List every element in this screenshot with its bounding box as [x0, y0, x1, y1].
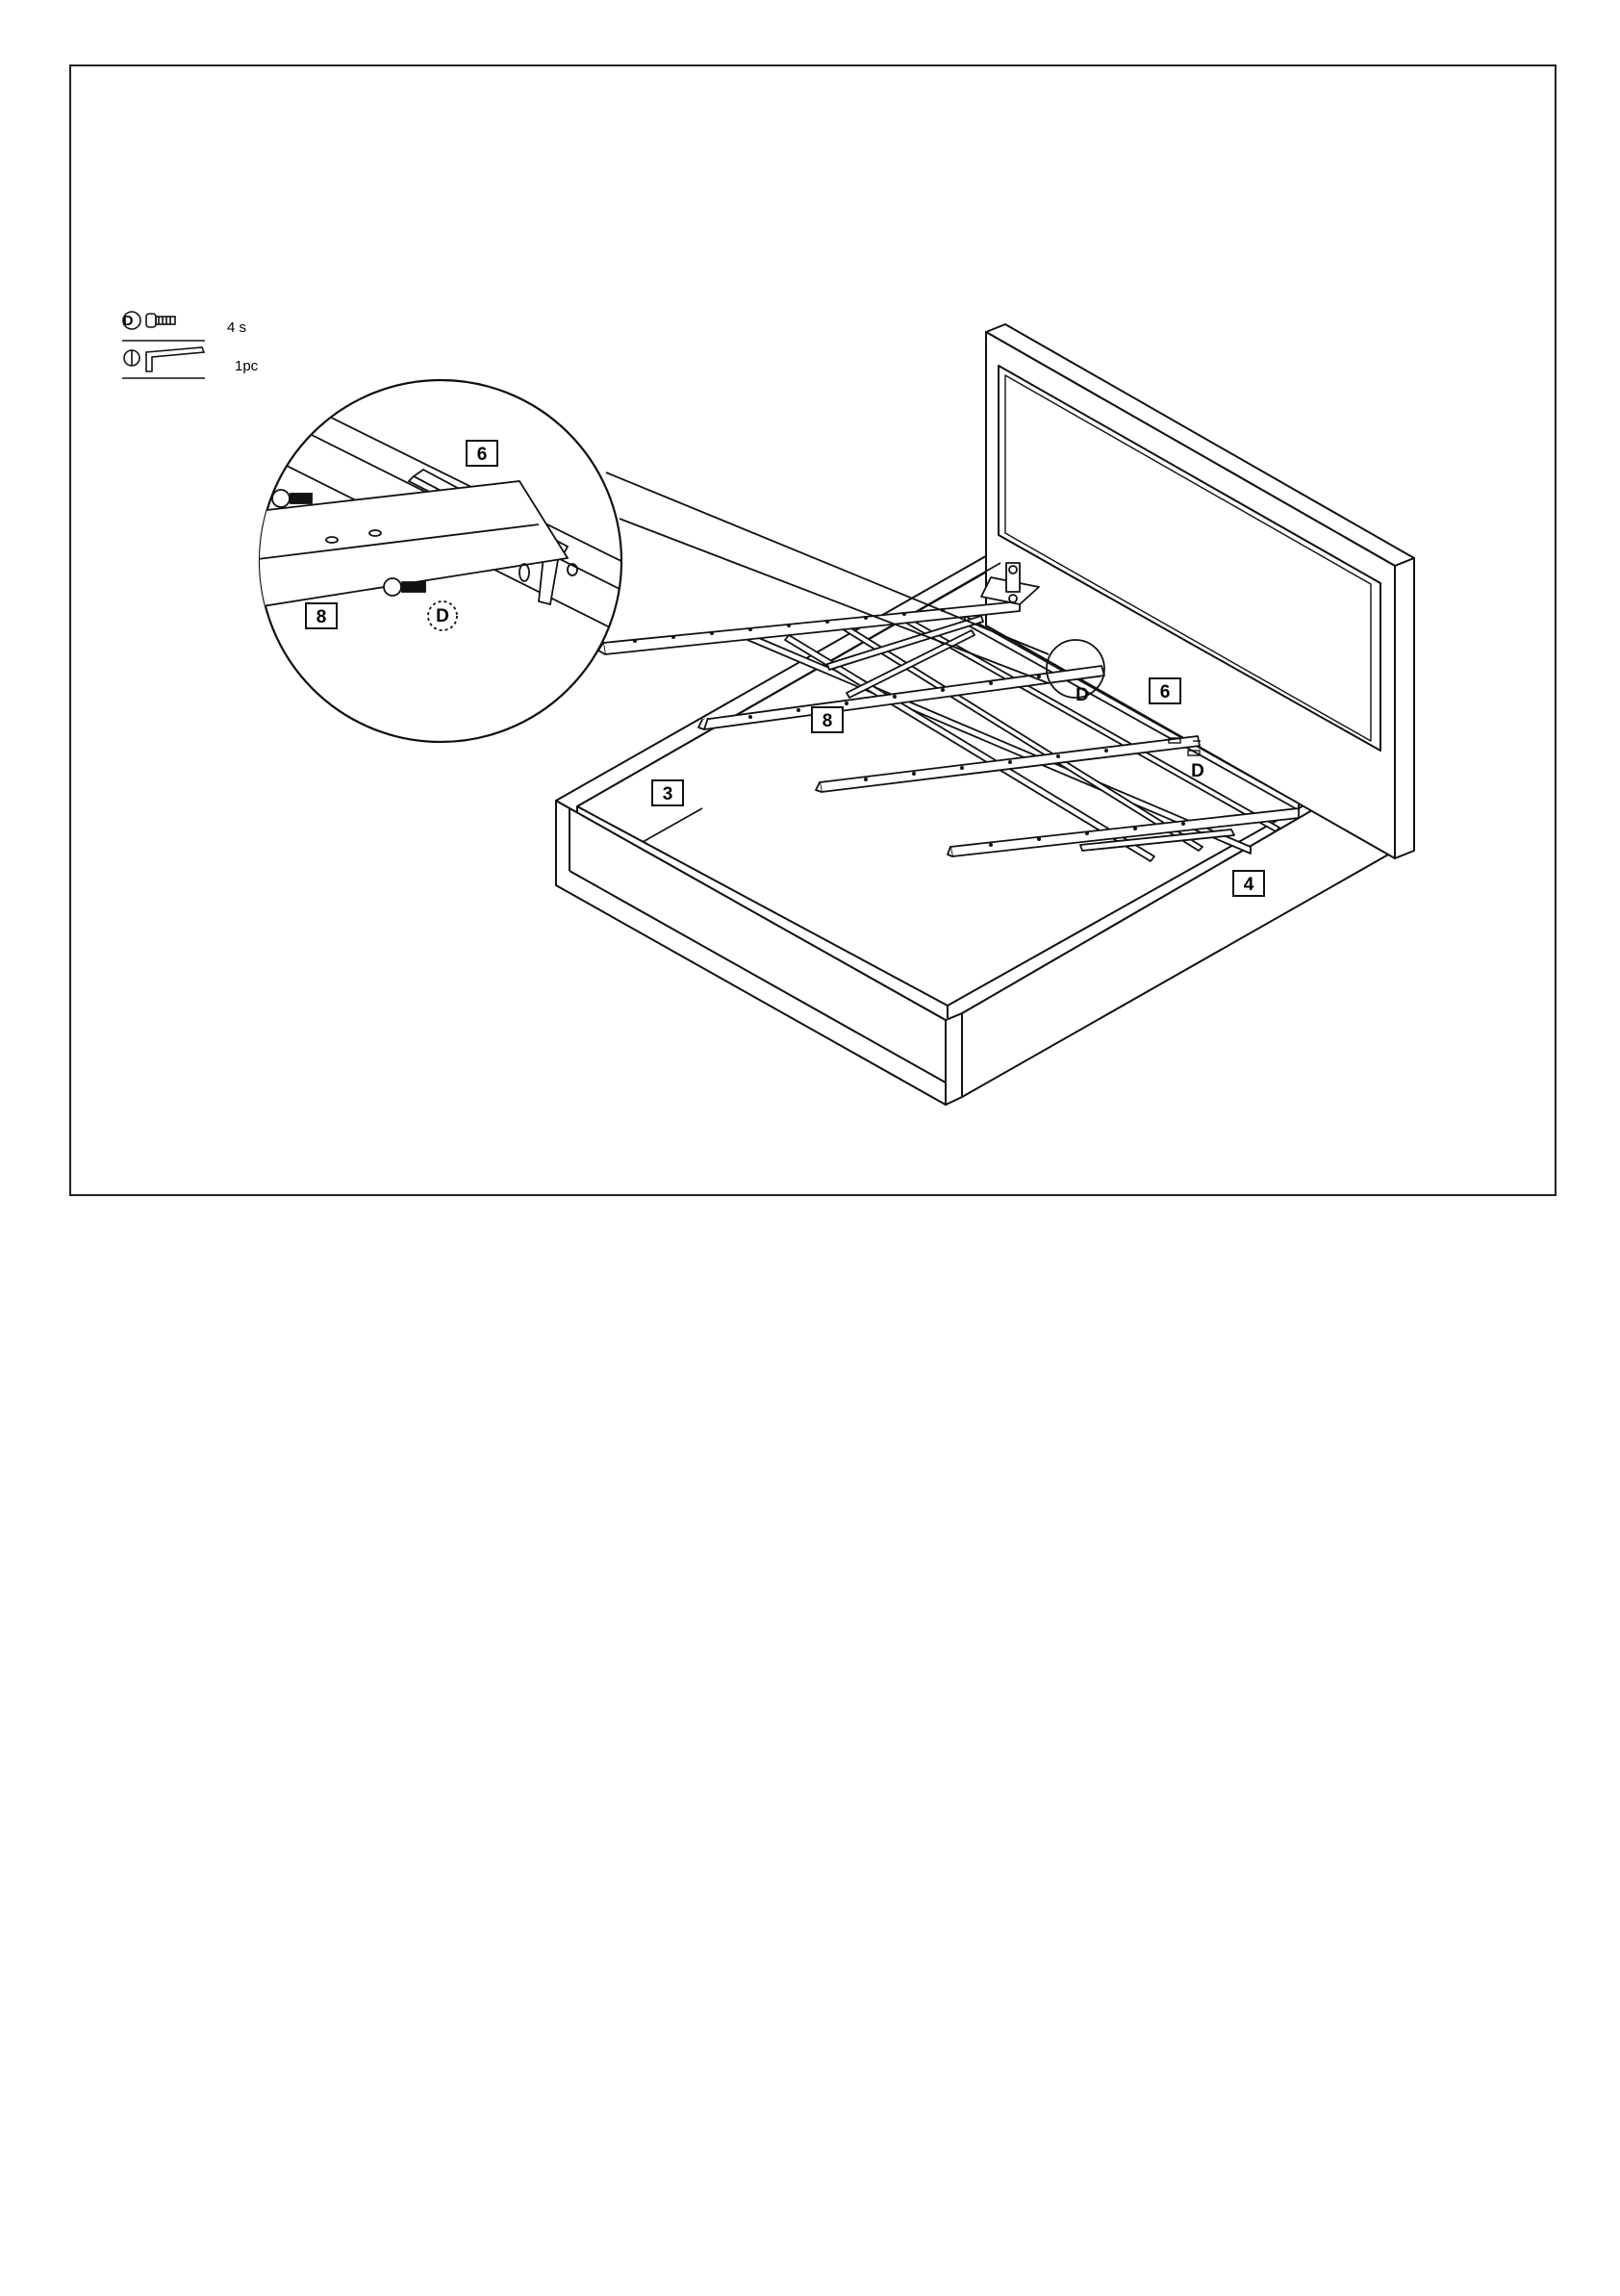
hardware-qty-key: 1pc [235, 358, 259, 374]
allen-key-icon [124, 347, 204, 371]
front-corner [946, 1013, 962, 1105]
hardware-list [122, 312, 205, 378]
svg-text:8: 8 [822, 711, 833, 731]
svg-text:3: 3 [662, 784, 673, 804]
hardware-letter: D [122, 313, 134, 329]
fastener-label-D-1: D [1076, 685, 1089, 705]
fastener-label-D-zoom: D [436, 606, 449, 626]
part-label-3 [652, 780, 683, 805]
svg-text:8: 8 [316, 607, 327, 627]
part-label-6 [1150, 678, 1180, 703]
part-label-4 [1233, 871, 1264, 896]
side-panel-front [556, 801, 946, 1105]
base-interior [577, 563, 1000, 842]
fastener-label-D-2: D [1191, 761, 1204, 781]
part-label-8 [812, 707, 843, 732]
svg-text:6: 6 [1159, 682, 1171, 702]
part-label-6-zoom [467, 441, 497, 466]
hardware-qty-bolt: 4 s [227, 319, 247, 336]
detail-zoom [250, 380, 654, 742]
svg-text:4: 4 [1243, 875, 1254, 895]
part-label-8-zoom [306, 603, 337, 628]
svg-text:6: 6 [476, 445, 488, 465]
